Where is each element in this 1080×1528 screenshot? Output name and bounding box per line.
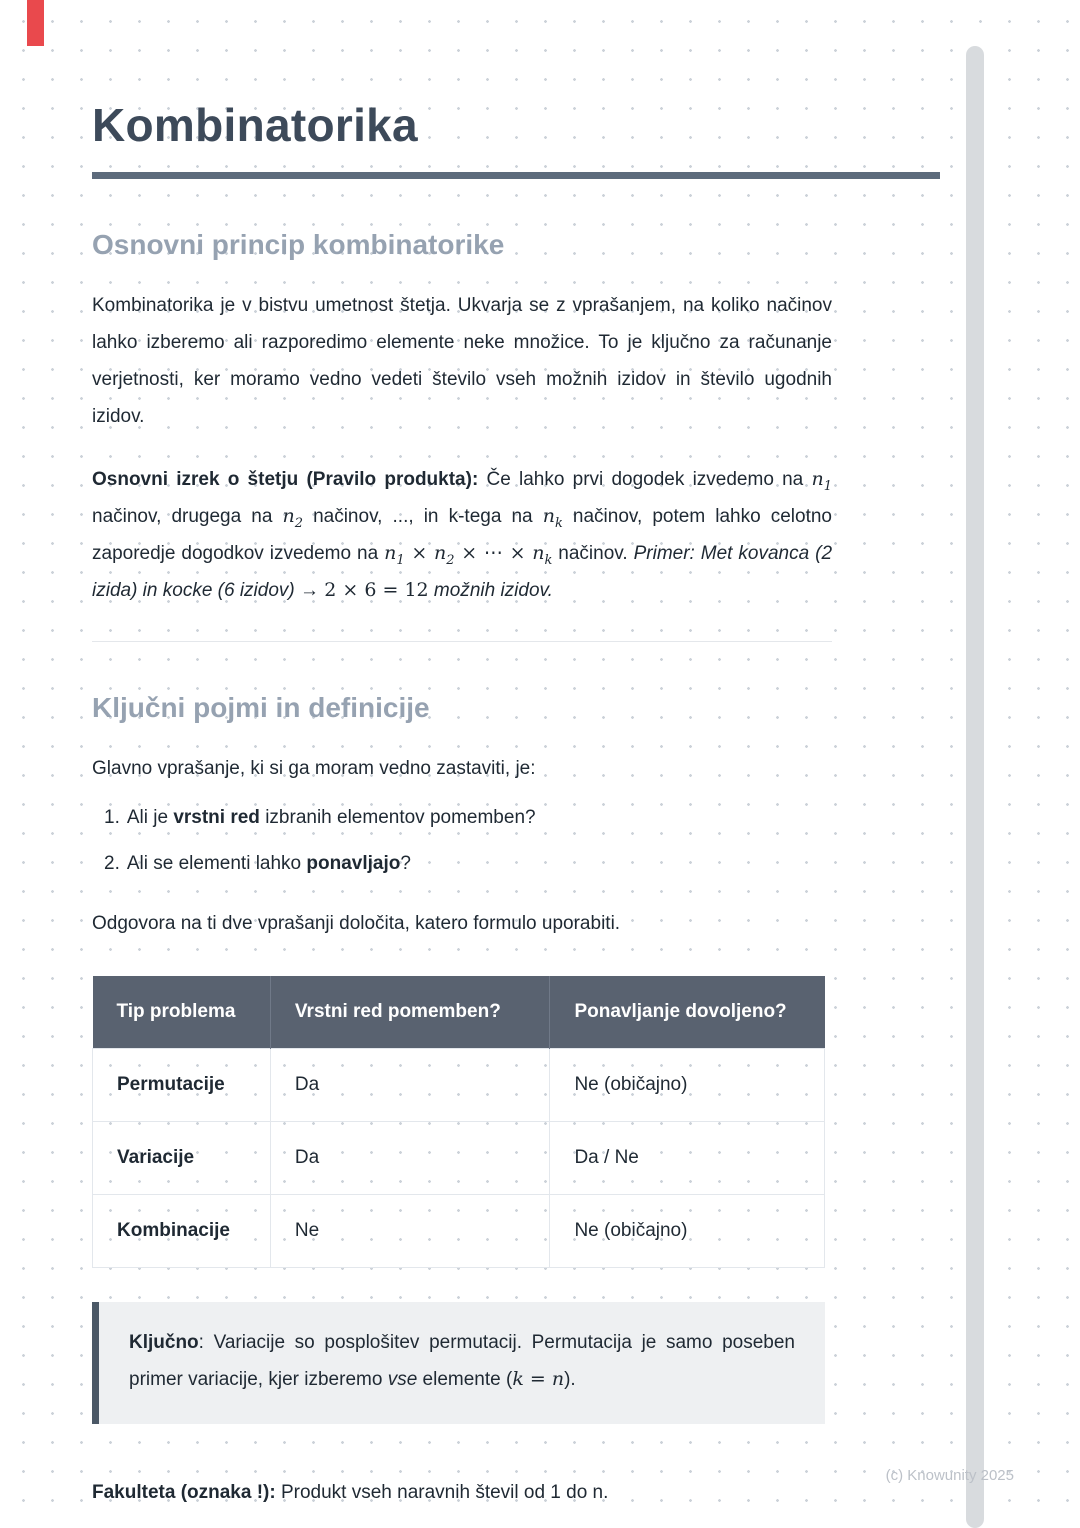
math-nk: $n_k$ <box>542 505 563 531</box>
title-underline <box>92 172 940 179</box>
product-rule-lead: Osnovni izrek o štetju (Pravilo produkta): <box>92 469 479 490</box>
list-item: 1. Ali je vrstni red izbranih elementov pomemben? <box>104 807 536 828</box>
red-corner-tab <box>27 0 44 46</box>
table-row: Kombinacije Ne Ne (običajno) <box>93 1195 825 1268</box>
section-heading-kljucni-pojmi: Ključni pojmi in definicije <box>92 692 430 723</box>
math-n1: $n_1$ <box>811 468 832 494</box>
math-example-result: 2 × 6 = 12 <box>324 579 429 601</box>
factorial-paragraph: Fakulteta (oznaka !): Produkt vseh naravnih števil od 1 do n. <box>92 1482 609 1503</box>
table-body <box>93 1049 825 1268</box>
table-header-row <box>93 976 825 1049</box>
math-n2: $n_2$ <box>282 505 303 531</box>
intro-paragraph: Kombinatorika je v bistvu umetnost štetja. Ukvarja se z vprašanjem, na koliko načinov lahko izberemo ali razporedimo elemente neke množice. To je ključno za računanje verjetnosti, ker moramo vedno vedeti število vseh možnih izidov in število ugodnih izidov. <box>92 295 832 427</box>
answers-paragraph: Odgovora na ti dve vprašanji določita, katero formulo uporabiti. <box>92 913 621 934</box>
math-k-equals-n: k = n <box>512 1368 565 1390</box>
section-heading-osnovni-princip: Osnovni princip kombinatorike <box>92 229 505 260</box>
column-header-vrstni-red: Vrstni red pomemben? <box>270 976 550 1049</box>
section-divider <box>92 641 832 642</box>
key-question-paragraph: Glavno vprašanje, ki si ga moram vedno zastaviti, je: <box>92 758 536 779</box>
example-italic: Primer: Met kovanca (2 izida) in kocke (6 izidov) → <box>92 543 833 601</box>
copyright-footer: (c) Knowunity 2025 <box>885 1467 1014 1484</box>
document-content <box>92 0 940 1528</box>
body-column <box>92 287 832 1511</box>
math-product-formula: $n_1 \times n_2$ × ⋯ × $n_k$ <box>384 542 553 568</box>
key-note-callout: Ključno: Variacije so posplošitev permutacij. Permutacija je samo poseben primer variacije, kjer izberemo vse elemente (k = n). <box>92 1302 825 1424</box>
list-item: 2. Ali se elementi lahko ponavljajo? <box>104 853 411 874</box>
factorial-lead: Fakulteta (oznaka !): <box>92 1482 276 1503</box>
table-row: Variacije Da Da / Ne <box>93 1122 825 1195</box>
column-header-tip-problema: Tip problema <box>93 976 271 1049</box>
table-row: Permutacije Da Ne (običajno) <box>93 1049 825 1122</box>
scrollbar-track[interactable] <box>966 46 984 1528</box>
numbered-list <box>104 803 832 879</box>
callout-lead: Ključno <box>129 1332 199 1353</box>
page-title: Kombinatorika <box>92 99 418 151</box>
table-header <box>93 976 825 1049</box>
problem-type-table <box>92 976 825 1268</box>
product-rule-paragraph: Osnovni izrek o štetju (Pravilo produkta): Če lahko prvi dogodek izvedemo na $n_1$ načinov, drugega na $n_2$ načinov, ..., in k-tega na $n_k$ načinov, potem lahko celotno zaporedje dogodkov izvedemo na $n_1 \times n_2$ × ⋯ × $n_k$ načinov. Primer: Met kovanca (2 izida) in kocke (6 izidov) → 2 × 6 = 12 možnih izidov. <box>92 468 833 601</box>
column-header-ponavljanje: Ponavljanje dovoljeno? <box>550 976 825 1049</box>
